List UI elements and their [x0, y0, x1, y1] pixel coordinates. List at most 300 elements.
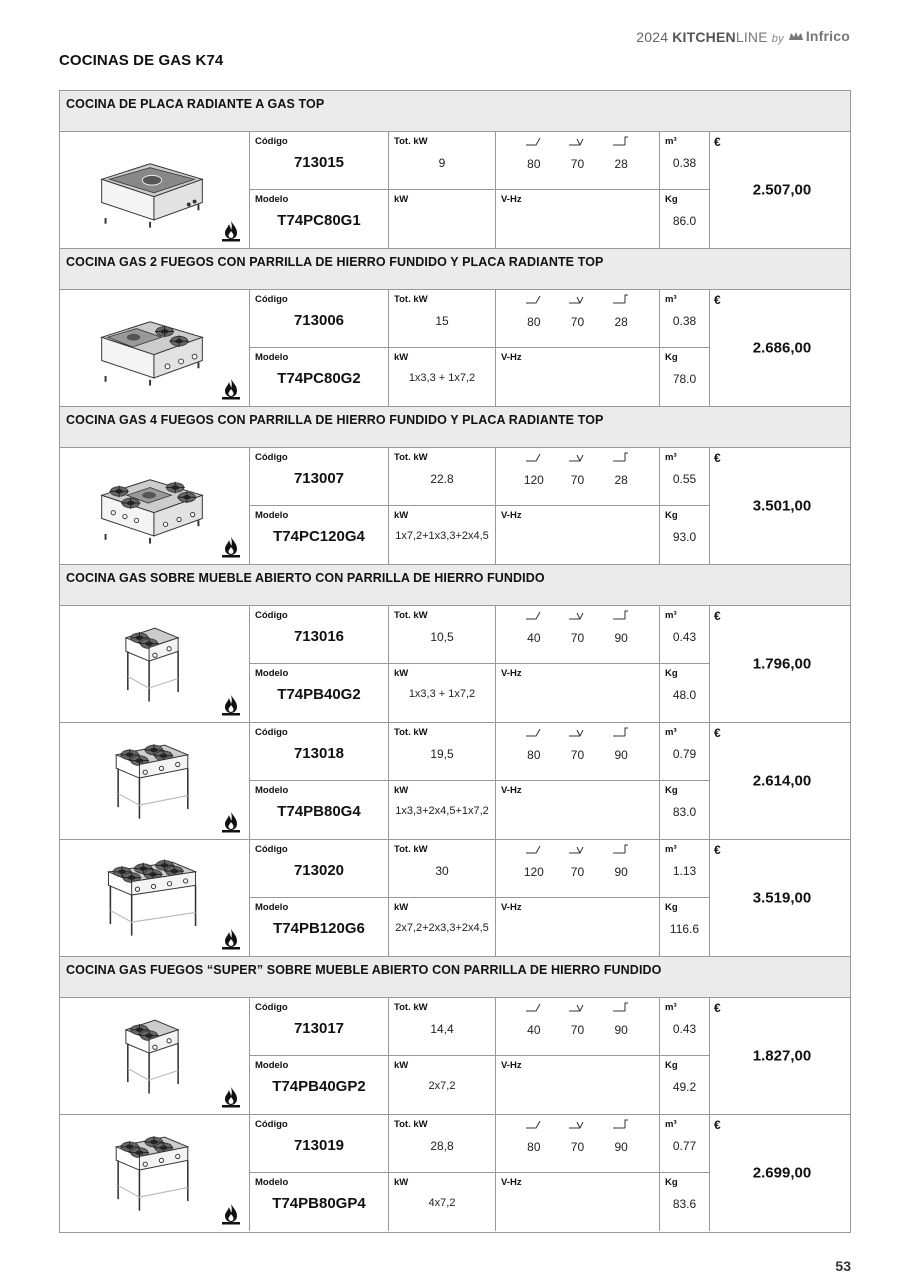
dimensions-cell	[496, 132, 660, 190]
kg-label: Kg	[665, 352, 678, 363]
gas-flame-icon	[220, 927, 242, 951]
dimension-column	[557, 448, 597, 505]
dimension-value: 90	[614, 748, 628, 762]
volume-value: 1.13	[672, 864, 697, 878]
dimension-value: 40	[527, 631, 541, 645]
voltage-cell	[496, 1056, 660, 1114]
dimension-column	[514, 998, 554, 1055]
dimension-column	[557, 1115, 597, 1172]
dimension-column	[557, 290, 597, 347]
product-model: T74PB80GP4	[272, 1195, 366, 1212]
euro-symbol: €	[714, 293, 721, 307]
dimension-value: 28	[614, 157, 628, 171]
euro-symbol: €	[714, 135, 721, 149]
weight-value: 49.2	[672, 1080, 697, 1094]
depth-icon	[557, 135, 597, 149]
total-kw-cell	[389, 606, 496, 664]
product-code: 713017	[293, 1020, 345, 1037]
dimension-column	[514, 1115, 554, 1172]
total-kw-cell	[389, 840, 496, 898]
total-kw-cell	[389, 448, 496, 506]
width-icon	[514, 609, 554, 623]
product-image	[60, 1115, 250, 1231]
width-icon	[514, 1001, 554, 1015]
weight-cell	[660, 781, 710, 839]
total-kw-value: 10,5	[430, 630, 454, 644]
kg-label: Kg	[665, 785, 678, 796]
range-2-burner-stand-icon	[92, 616, 212, 708]
euro-symbol: €	[714, 1118, 721, 1132]
dimension-value: 80	[527, 748, 541, 762]
volume-cell	[660, 448, 710, 506]
dimension-value: 120	[523, 473, 544, 487]
price-cell	[710, 723, 850, 839]
modelo-cell	[250, 190, 389, 248]
weight-value: 86.0	[672, 214, 697, 228]
voltage-cell	[496, 348, 660, 406]
kw-breakdown: 1x7,2+1x3,3+2x4,5	[395, 530, 489, 542]
modelo-cell	[250, 348, 389, 406]
vhz-label: V-Hz	[501, 352, 522, 363]
dimension-value: 70	[570, 1140, 585, 1154]
dimension-column	[601, 840, 641, 897]
gas-flame-icon	[220, 693, 242, 717]
price-cell	[710, 998, 850, 1114]
infrico-logo	[788, 28, 850, 44]
weight-value: 83.0	[672, 805, 697, 819]
codigo-label: Código	[255, 610, 288, 621]
modelo-cell	[250, 781, 389, 839]
product-code: 713016	[293, 628, 345, 645]
dimension-column	[601, 290, 641, 347]
codigo-label: Código	[255, 1002, 288, 1013]
kw-label: kW	[394, 668, 409, 679]
dimension-column	[557, 998, 597, 1055]
m3-label: m³	[665, 1119, 677, 1130]
product-image	[60, 998, 250, 1114]
weight-cell	[660, 1056, 710, 1114]
modelo-label: Modelo	[255, 902, 289, 913]
product-model: T74PB40GP2	[272, 1078, 366, 1095]
infrico-crown-icon	[788, 31, 804, 42]
m3-label: m³	[665, 136, 677, 147]
dimension-column	[601, 606, 641, 663]
vhz-label: V-Hz	[501, 785, 522, 796]
weight-value: 93.0	[672, 530, 697, 544]
product-code: 713007	[293, 470, 345, 487]
volume-cell	[660, 132, 710, 190]
section-header: COCINA GAS SOBRE MUEBLE ABIERTO CON PARRILLA DE HIERRO FUNDIDO	[60, 565, 850, 606]
volume-value: 0.77	[672, 1139, 697, 1153]
codigo-cell	[250, 132, 389, 190]
m3-label: m³	[665, 610, 677, 621]
page-number: 53	[835, 1258, 851, 1273]
brand-name-light: LINE	[735, 28, 768, 45]
product-row	[60, 132, 850, 249]
codigo-cell	[250, 1115, 389, 1173]
euro-symbol: €	[714, 451, 721, 465]
gas-flame-icon	[220, 535, 242, 559]
vhz-label: V-Hz	[501, 668, 522, 679]
euro-symbol: €	[714, 843, 721, 857]
product-row	[60, 448, 850, 565]
weight-value: 116.6	[669, 922, 700, 936]
vhz-label: V-Hz	[501, 1177, 522, 1188]
kw-breakdown: 1x3,3 + 1x7,2	[408, 688, 476, 700]
dimension-value: 120	[523, 865, 544, 879]
product-table	[59, 90, 851, 1233]
weight-value: 48.0	[672, 688, 697, 702]
depth-icon	[557, 293, 597, 307]
codigo-cell	[250, 998, 389, 1056]
product-model: T74PC80G2	[277, 370, 361, 387]
m3-label: m³	[665, 1002, 677, 1013]
total-kw-cell	[389, 132, 496, 190]
kw-label: kW	[394, 902, 409, 913]
product-row	[60, 1115, 850, 1232]
depth-icon	[557, 843, 597, 857]
dimensions-cell	[496, 606, 660, 664]
dimension-column	[601, 448, 641, 505]
total-kw-value: 22.8	[430, 472, 454, 486]
codigo-label: Código	[255, 727, 288, 738]
dimension-value: 70	[570, 748, 585, 762]
total-kw-value: 19,5	[430, 747, 454, 761]
height-icon	[601, 1001, 641, 1015]
tot_kw-label: Tot. kW	[394, 844, 428, 855]
kw-cell	[389, 781, 496, 839]
product-price: 3.501,00	[752, 497, 812, 515]
modelo-label: Modelo	[255, 352, 289, 363]
height-icon	[601, 1118, 641, 1132]
product-row	[60, 290, 850, 407]
height-icon	[601, 609, 641, 623]
product-code: 713015	[293, 154, 345, 171]
kw-label: kW	[394, 352, 409, 363]
codigo-cell	[250, 606, 389, 664]
dimension-value: 70	[570, 157, 585, 171]
volume-cell	[660, 606, 710, 664]
radiant-plate-top-icon	[92, 142, 212, 234]
kw-cell	[389, 348, 496, 406]
dimension-value: 40	[527, 1023, 541, 1037]
total-kw-cell	[389, 723, 496, 781]
kw-breakdown: 2x7,2+2x3,3+2x4,5	[395, 922, 489, 934]
tot_kw-label: Tot. kW	[394, 294, 428, 305]
product-code: 713019	[293, 1137, 345, 1154]
product-price: 2.507,00	[752, 181, 812, 199]
kw-label: kW	[394, 194, 409, 205]
tot_kw-label: Tot. kW	[394, 610, 428, 621]
kw-label: kW	[394, 510, 409, 521]
tot_kw-label: Tot. kW	[394, 452, 428, 463]
dimension-column	[557, 723, 597, 780]
codigo-label: Código	[255, 136, 288, 147]
product-row	[60, 723, 850, 840]
dimension-value: 28	[614, 315, 628, 329]
euro-symbol: €	[714, 726, 721, 740]
m3-label: m³	[665, 452, 677, 463]
total-kw-cell	[389, 998, 496, 1056]
volume-value: 0.55	[672, 472, 697, 486]
range-6-burner-stand-icon	[92, 850, 212, 942]
modelo-cell	[250, 664, 389, 722]
section-header: COCINA GAS 4 FUEGOS CON PARRILLA DE HIERRO FUNDIDO Y PLACA RADIANTE TOP	[60, 407, 850, 448]
product-row	[60, 606, 850, 723]
product-image	[60, 132, 250, 248]
depth-icon	[557, 609, 597, 623]
product-price: 2.686,00	[752, 339, 812, 357]
plate-4-burner-top-icon	[92, 458, 212, 550]
kw-cell	[389, 1056, 496, 1114]
width-icon	[514, 843, 554, 857]
product-model: T74PB120G6	[273, 920, 365, 937]
volume-cell	[660, 840, 710, 898]
modelo-label: Modelo	[255, 510, 289, 521]
product-image	[60, 290, 250, 406]
product-code: 713020	[293, 862, 345, 879]
product-row	[60, 998, 850, 1115]
product-price: 3.519,00	[752, 889, 812, 907]
vhz-label: V-Hz	[501, 194, 522, 205]
m3-label: m³	[665, 727, 677, 738]
kg-label: Kg	[665, 668, 678, 679]
dimensions-cell	[496, 723, 660, 781]
price-cell	[710, 290, 850, 406]
vhz-label: V-Hz	[501, 510, 522, 521]
dimension-value: 80	[527, 157, 541, 171]
range-4-burner-stand-icon	[92, 733, 212, 825]
product-image	[60, 840, 250, 956]
product-model: T74PC120G4	[273, 528, 365, 545]
width-icon	[514, 1118, 554, 1132]
codigo-cell	[250, 723, 389, 781]
kw-breakdown: 4x7,2	[428, 1197, 456, 1209]
dimension-value: 80	[527, 1140, 541, 1154]
product-price: 2.699,00	[752, 1164, 812, 1182]
modelo-label: Modelo	[255, 668, 289, 679]
weight-value: 83.6	[672, 1197, 697, 1211]
total-kw-value: 14,4	[430, 1022, 454, 1036]
voltage-cell	[496, 664, 660, 722]
codigo-label: Código	[255, 294, 288, 305]
volume-cell	[660, 723, 710, 781]
total-kw-value: 15	[435, 314, 449, 328]
product-model: T74PB80G4	[277, 803, 361, 820]
price-cell	[710, 132, 850, 248]
dimension-value: 90	[614, 1140, 628, 1154]
codigo-cell	[250, 840, 389, 898]
volume-cell	[660, 1115, 710, 1173]
dimension-column	[514, 606, 554, 663]
dimension-value: 90	[614, 1023, 628, 1037]
modelo-label: Modelo	[255, 785, 289, 796]
dimension-column	[514, 132, 554, 189]
depth-icon	[557, 451, 597, 465]
modelo-cell	[250, 506, 389, 564]
plate-2-burner-top-icon	[92, 300, 212, 392]
width-icon	[514, 451, 554, 465]
total-kw-cell	[389, 1115, 496, 1173]
height-icon	[601, 451, 641, 465]
voltage-cell	[496, 190, 660, 248]
dimension-column	[601, 132, 641, 189]
kw-breakdown: 1x3,3 + 1x7,2	[408, 372, 476, 384]
tot_kw-label: Tot. kW	[394, 727, 428, 738]
volume-value: 0.43	[672, 630, 697, 644]
dimension-value: 90	[614, 865, 628, 879]
dimension-column	[514, 448, 554, 505]
kg-label: Kg	[665, 1060, 678, 1071]
dimension-column	[601, 723, 641, 780]
dimension-value: 28	[614, 473, 628, 487]
weight-value: 78.0	[672, 372, 697, 386]
brand-name-bold: KITCHEN	[672, 28, 736, 45]
dimension-column	[557, 840, 597, 897]
total-kw-value: 30	[435, 864, 449, 878]
product-price: 2.614,00	[752, 772, 812, 790]
modelo-cell	[250, 1173, 389, 1231]
width-icon	[514, 293, 554, 307]
height-icon	[601, 135, 641, 149]
product-model: T74PC80G1	[277, 212, 361, 229]
kw-label: kW	[394, 785, 409, 796]
voltage-cell	[496, 781, 660, 839]
product-code: 713018	[293, 745, 345, 762]
modelo-label: Modelo	[255, 1177, 289, 1188]
codigo-cell	[250, 448, 389, 506]
kw-breakdown: 1x3,3+2x4,5+1x7,2	[395, 805, 489, 817]
m3-label: m³	[665, 294, 677, 305]
kg-label: Kg	[665, 902, 678, 913]
kg-label: Kg	[665, 194, 678, 205]
product-row	[60, 840, 850, 957]
dimension-column	[557, 606, 597, 663]
voltage-cell	[496, 506, 660, 564]
page-title: COCINAS DE GAS K74	[59, 52, 224, 69]
dimension-value: 70	[570, 1023, 585, 1037]
dimension-value: 70	[570, 631, 585, 645]
voltage-cell	[496, 898, 660, 956]
price-cell	[710, 448, 850, 564]
dimension-column	[514, 290, 554, 347]
price-cell	[710, 606, 850, 722]
product-image	[60, 723, 250, 839]
kw-label: kW	[394, 1177, 409, 1188]
tot_kw-label: Tot. kW	[394, 1002, 428, 1013]
modelo-cell	[250, 1056, 389, 1114]
gas-flame-icon	[220, 377, 242, 401]
maker-name: Infrico	[805, 28, 850, 44]
kg-label: Kg	[665, 1177, 678, 1188]
total-kw-value: 9	[438, 156, 446, 170]
euro-symbol: €	[714, 609, 721, 623]
dimensions-cell	[496, 448, 660, 506]
weight-cell	[660, 1173, 710, 1231]
volume-cell	[660, 290, 710, 348]
product-code: 713006	[293, 312, 345, 329]
section-header: COCINA GAS FUEGOS “SUPER” SOBRE MUEBLE ABIERTO CON PARRILLA DE HIERRO FUNDIDO	[60, 957, 850, 998]
kw-cell	[389, 664, 496, 722]
kw-label: kW	[394, 1060, 409, 1071]
width-icon	[514, 135, 554, 149]
gas-flame-icon	[220, 810, 242, 834]
dimensions-cell	[496, 1115, 660, 1173]
volume-value: 0.43	[672, 1022, 697, 1036]
section-header: COCINA DE PLACA RADIANTE A GAS TOP	[60, 91, 850, 132]
dimensions-cell	[496, 290, 660, 348]
height-icon	[601, 293, 641, 307]
volume-value: 0.79	[672, 747, 697, 761]
m3-label: m³	[665, 844, 677, 855]
gas-flame-icon	[220, 219, 242, 243]
dimensions-cell	[496, 998, 660, 1056]
height-icon	[601, 726, 641, 740]
volume-value: 0.38	[672, 314, 697, 328]
kw-cell	[389, 506, 496, 564]
weight-cell	[660, 190, 710, 248]
product-image	[60, 448, 250, 564]
modelo-cell	[250, 898, 389, 956]
weight-cell	[660, 348, 710, 406]
dimensions-cell	[496, 840, 660, 898]
volume-value: 0.38	[672, 156, 697, 170]
vhz-label: V-Hz	[501, 1060, 522, 1071]
kw-cell	[389, 1173, 496, 1231]
codigo-label: Código	[255, 844, 288, 855]
weight-cell	[660, 664, 710, 722]
dimension-value: 80	[527, 315, 541, 329]
codigo-label: Código	[255, 452, 288, 463]
dimension-value: 70	[570, 865, 585, 879]
product-price: 1.796,00	[752, 655, 812, 673]
product-image	[60, 606, 250, 722]
depth-icon	[557, 726, 597, 740]
brand-by: by	[771, 32, 784, 45]
kw-cell	[389, 190, 496, 248]
kw-cell	[389, 898, 496, 956]
height-icon	[601, 843, 641, 857]
vhz-label: V-Hz	[501, 902, 522, 913]
price-cell	[710, 1115, 850, 1231]
tot_kw-label: Tot. kW	[394, 1119, 428, 1130]
dimension-column	[601, 998, 641, 1055]
range-4-super-burner-stand-icon	[92, 1125, 212, 1217]
dimension-value: 70	[570, 473, 585, 487]
dimension-column	[557, 132, 597, 189]
weight-cell	[660, 506, 710, 564]
dimension-column	[514, 840, 554, 897]
weight-cell	[660, 898, 710, 956]
dimension-column	[514, 723, 554, 780]
kg-label: Kg	[665, 510, 678, 521]
brand-header	[636, 28, 850, 45]
codigo-cell	[250, 290, 389, 348]
codigo-label: Código	[255, 1119, 288, 1130]
depth-icon	[557, 1118, 597, 1132]
price-cell	[710, 840, 850, 956]
kw-breakdown: 2x7,2	[428, 1080, 456, 1092]
euro-symbol: €	[714, 1001, 721, 1015]
volume-cell	[660, 998, 710, 1056]
voltage-cell	[496, 1173, 660, 1231]
modelo-label: Modelo	[255, 1060, 289, 1071]
depth-icon	[557, 1001, 597, 1015]
width-icon	[514, 726, 554, 740]
modelo-label: Modelo	[255, 194, 289, 205]
dimension-column	[601, 1115, 641, 1172]
product-model: T74PB40G2	[277, 686, 361, 703]
